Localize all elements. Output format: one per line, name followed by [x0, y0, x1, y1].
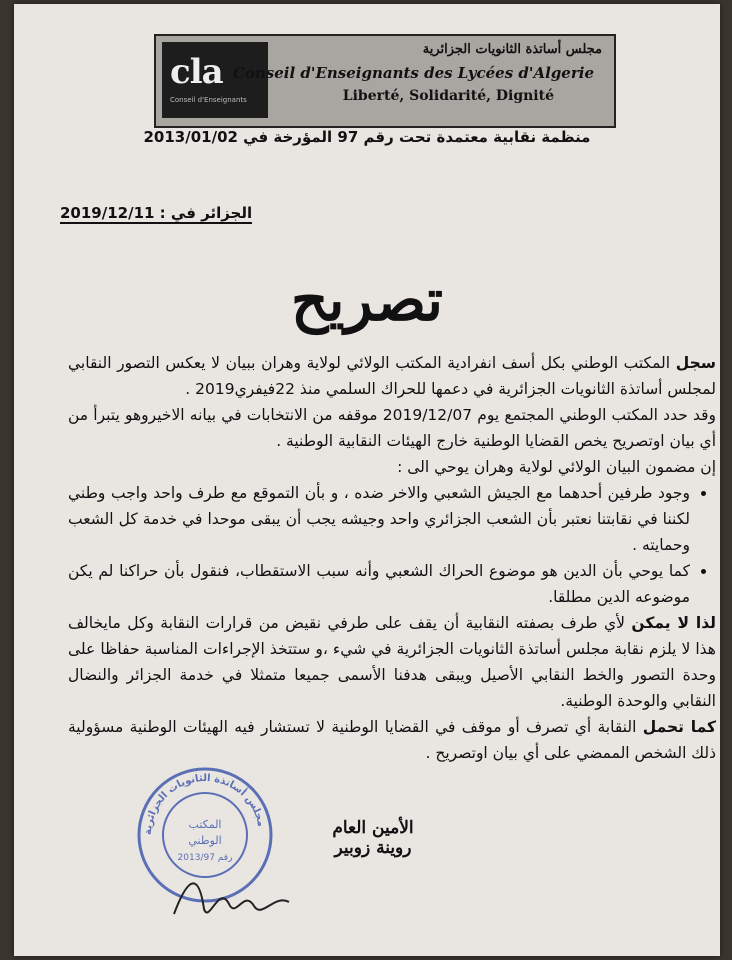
paragraph-4 — [68, 610, 716, 714]
document-title: تصريح — [290, 266, 444, 334]
paragraph-1-lead: سجل — [675, 354, 716, 372]
paragraph-1 — [68, 350, 716, 402]
logo-text: cla — [170, 52, 223, 92]
paragraph-2: وقد حدد المكتب الوطني المجتمع يوم 2019/12/07 موقفه من الانتخابات في بيانه الاخيروهو يتبرأ من أي بيان اوتصريح يخص القضايا الوطنية خارج الهيئات النقابية الوطنية . — [68, 406, 716, 450]
bullet-list — [68, 480, 716, 610]
letterhead-french-name: Conseil d'Enseignants des Lycées d'Algerie — [232, 64, 594, 82]
org-registration-line: منظمة نقابية معتمدة تحت رقم 97 المؤرخة في 2013/01/02 — [143, 128, 591, 146]
paragraph-5-text: النقابة أي تصرف أو موقف في القضايا الوطنية لا تستشار فيه الهيئات الوطنية مسؤولية ذلك الشخص الممضي على أي بيان اوتصريح . — [68, 718, 716, 762]
letterhead-arabic-name: مجلس أساتذة الثانويات الجزائرية — [422, 42, 602, 57]
logo-subtext: Conseil d'Enseignants — [170, 96, 247, 104]
paragraph-5-lead: كما تحمل — [642, 718, 716, 736]
letterhead — [154, 34, 616, 128]
stamp-center-line2: الوطني — [188, 834, 222, 847]
paragraph-1-text: المكتب الوطني بكل أسف انفرادية المكتب الولائي لولاية وهران ببيان لا يعكس التصور النقابي لمجلس أساتذة الثانويات الجزائرية في دعمها للحراك السلمي منذ 22فيفري2019 . — [68, 354, 716, 398]
date-line: الجزائر في : 2019/12/11 — [60, 204, 253, 222]
stamp-ring-text: مجلس أساتذة الثانويات الجزائرية — [142, 772, 267, 836]
paragraph-4-lead: لذا لا يمكن — [631, 614, 716, 632]
signature-block — [298, 818, 448, 858]
document-page — [14, 4, 720, 956]
bullet-item-1: • وجود طرفين أحدهما مع الجيش الشعبي والاخر ضده ، و بأن التموقع مع طرف واحد واجب وطني لكننا في نقابتنا نعتبر بأن الشعب الجزائري واحد وجيشه يجب أن يبقى موحدا في خدمة كل الشعب وحمايته . — [68, 480, 690, 558]
letterhead-motto: Liberté, Solidarité, Dignité — [342, 88, 554, 104]
bullet-item-2: • كما يوحي بأن الدين هو موضوع الحراك الشعبي وأنه سبب الاستقطاب، فنقول بأن حراكنا لم يكن موضوعه الدين مطلقا. — [68, 558, 690, 610]
paragraph-5 — [68, 714, 716, 766]
signatory-name: روينة زوبير — [334, 838, 412, 858]
signatory-role: الأمين العام — [332, 818, 414, 838]
document-body — [68, 350, 716, 766]
handwritten-signature — [164, 864, 304, 934]
paragraph-4-text: لأي طرف بصفته النقابية أن يقف على طرفي نقيض من قرارات النقابة وكل مايخالف هذا لا يلزم نقابة مجلس أساتذة الثانويات الجزائرية في شيء ،و ستتخذ الإجراءات المناسبة حفاظا على وحدة التصور والخط النقابي الأصيل ويبقى هدفنا الأسمى جميعا متمثلا في خدمة الجزائر والنضال النقابي والوحدة الوطنية. — [68, 614, 716, 710]
paragraph-3: إن مضمون البيان الولائي لولاية وهران يوحي الى : — [397, 458, 716, 476]
stamp-number: 2013/97 رقم — [177, 853, 233, 863]
stamp-center-line1: المكتب — [188, 818, 222, 831]
